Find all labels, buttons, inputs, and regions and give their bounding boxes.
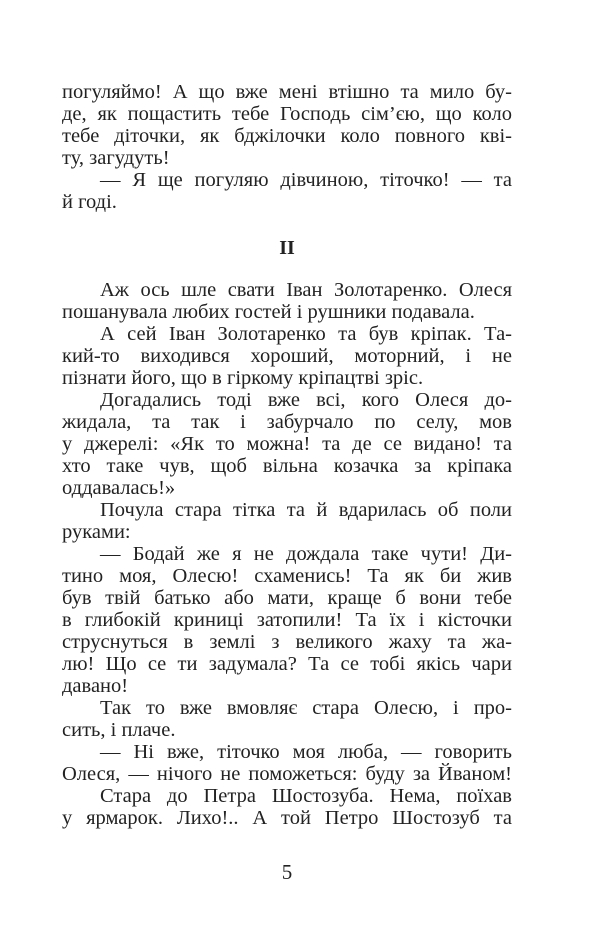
text-line: — Бодай же я не дождала таке чути! Ди- bbox=[100, 543, 512, 565]
text-line: А сей Іван Золотаренко та був кріпак. Та- bbox=[100, 323, 512, 345]
page-number: 5 bbox=[281, 860, 293, 884]
text-line: лю! Що се ти задумала? Та се тобі якісь чари bbox=[62, 653, 512, 675]
text-line: хто таке чув, щоб вільна козачка за кріпака bbox=[62, 455, 512, 477]
text-line: Так то вже вмовляє стара Олесю, і про- bbox=[100, 697, 512, 719]
text-line: кий-то виходився хороший, моторний, і не bbox=[62, 345, 512, 367]
text-line: тебе діточки, як бджілочки коло повного кві- bbox=[62, 125, 512, 147]
text-line: жидала, та так і забурчало по селу, мов bbox=[62, 411, 512, 433]
text-line: у джерелі: «Як то можна! та де се видано! та bbox=[62, 433, 512, 455]
text-line: тино моя, Олесю! схаменись! Та як би жив bbox=[62, 565, 512, 587]
text-line: струснуться в землі з великого жаху та жа- bbox=[62, 631, 512, 653]
text-line: був твій батько або мати, краще б вони тебе bbox=[62, 587, 512, 609]
text-line: давано! bbox=[62, 675, 129, 697]
text-line: сить, і плаче. bbox=[62, 719, 176, 741]
text-line: де, як пощастить тебе Господь сім’єю, що коло bbox=[62, 103, 512, 125]
text-line: Догадались тоді вже всі, кого Олеся до- bbox=[100, 389, 512, 411]
text-line: оддавалась!» bbox=[62, 477, 176, 499]
text-line: в глибокій криниці затопили! Та їх і кісточки bbox=[62, 609, 512, 631]
text-line: й годі. bbox=[62, 191, 117, 213]
text-line: Аж ось шле свати Іван Золотаренко. Олеся bbox=[100, 279, 512, 301]
text-line: руками: bbox=[62, 521, 131, 543]
text-line: пошанувала любих гостей і рушники подавала. bbox=[62, 301, 475, 323]
text-line: — Я ще погуляю дівчиною, тіточко! — та bbox=[100, 169, 512, 191]
text-line: Почула стара тітка та й вдарилась об поли bbox=[100, 499, 512, 521]
text-line: Олеся, — нічого не поможеться: буду за Йваном! bbox=[62, 763, 512, 785]
text-line: у ярмарок. Лихо!.. А той Петро Шостозуб та bbox=[62, 807, 512, 829]
text-line: ту, загудуть! bbox=[62, 147, 170, 169]
text-line: Стара до Петра Шостозуба. Нема, поїхав bbox=[100, 785, 512, 807]
chapter-heading: II bbox=[279, 237, 295, 259]
text-line: пізнати його, що в гіркому кріпацтві зріс. bbox=[62, 367, 424, 389]
text-line: погуляймо! А що вже мені втішно та мило бу- bbox=[62, 81, 512, 103]
text-line: — Ні вже, тіточко моя люба, — говорить bbox=[100, 741, 512, 763]
